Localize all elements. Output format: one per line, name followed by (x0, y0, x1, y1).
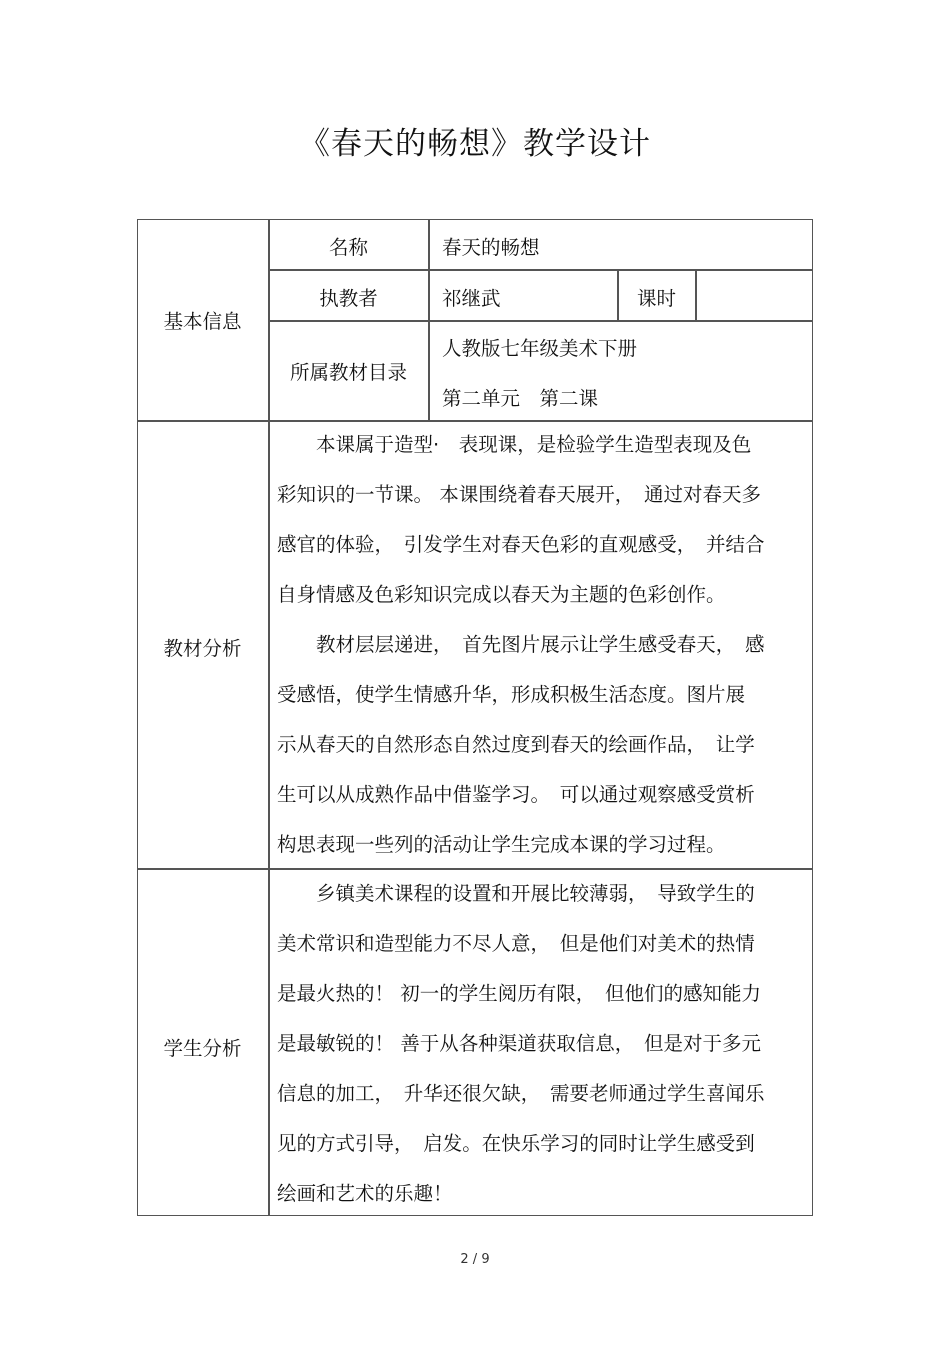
basic-info-label: 基本信息 (163, 310, 242, 333)
student-analysis-text (277, 869, 807, 1219)
teacher-label: 执教者 (319, 287, 378, 310)
period-label: 课时 (636, 287, 676, 310)
paragraph-line: 构思表现一些列的活动让学生完成本课的学习过程。 (277, 833, 726, 856)
teacher-value: 祁继武 (442, 287, 501, 310)
textbook-line-1: 人教版七年级美术下册 (442, 337, 638, 360)
paragraph-line: 感官的体验， 引发学生对春天色彩的直观感受， 并结合 (277, 533, 765, 556)
paragraph-line: 自身情感及色彩知识完成以春天为主题的色彩创作。 (277, 583, 726, 606)
table-divider (268, 269, 813, 271)
textbook-line-2: 第二单元 第二课 (442, 387, 599, 410)
document-title: 《春天的畅想》教学设计 (299, 126, 651, 162)
name-label: 名称 (328, 236, 368, 259)
paragraph-line: 示从春天的自然形态自然过度到春天的绘画作品， 让学 (277, 733, 755, 756)
paragraph-line: 教材层层递进， 首先图片展示让学生感受春天， 感 (277, 633, 765, 656)
paragraph-line: 信息的加工， 升华还很欠缺， 需要老师通过学生喜闻乐 (277, 1082, 765, 1105)
paragraph-line: 生可以从成熟作品中借鉴学习。 可以通过观察感受赏析 (277, 783, 755, 806)
textbook-label: 所属教材目录 (289, 361, 407, 384)
table-divider (268, 320, 813, 322)
paragraph-line: 彩知识的一节课。 本课围绕着春天展开， 通过对春天多 (277, 483, 761, 506)
table-divider (695, 269, 697, 320)
page-number: 2 / 9 (460, 1252, 490, 1267)
student-analysis-label: 学生分析 (163, 1037, 242, 1060)
paragraph-line: 见的方式引导， 启发。在快乐学习的同时让学生感受到 (277, 1132, 755, 1155)
paragraph-line: 是最敏锐的！ 善于从各种渠道获取信息， 但是对于多元 (277, 1032, 761, 1055)
paragraph-line: 绘画和艺术的乐趣！ (277, 1182, 453, 1205)
paragraph-line: 本课属于造型· 表现课，是检验学生造型表现及色 (277, 433, 752, 456)
material-analysis-text (277, 420, 807, 870)
paragraph-line: 乡镇美术课程的设置和开展比较薄弱， 导致学生的 (277, 882, 755, 905)
paragraph-line: 美术常识和造型能力不尽人意， 但是他们对美术的热情 (277, 932, 755, 955)
material-analysis-label: 教材分析 (163, 637, 242, 660)
paragraph-line: 是最火热的！ 初一的学生阅历有限， 但他们的感知能力 (277, 982, 761, 1005)
name-value: 春天的畅想 (442, 236, 540, 259)
paragraph-line: 受感悟，使学生情感升华，形成积极生活态度。图片展 (277, 683, 746, 706)
